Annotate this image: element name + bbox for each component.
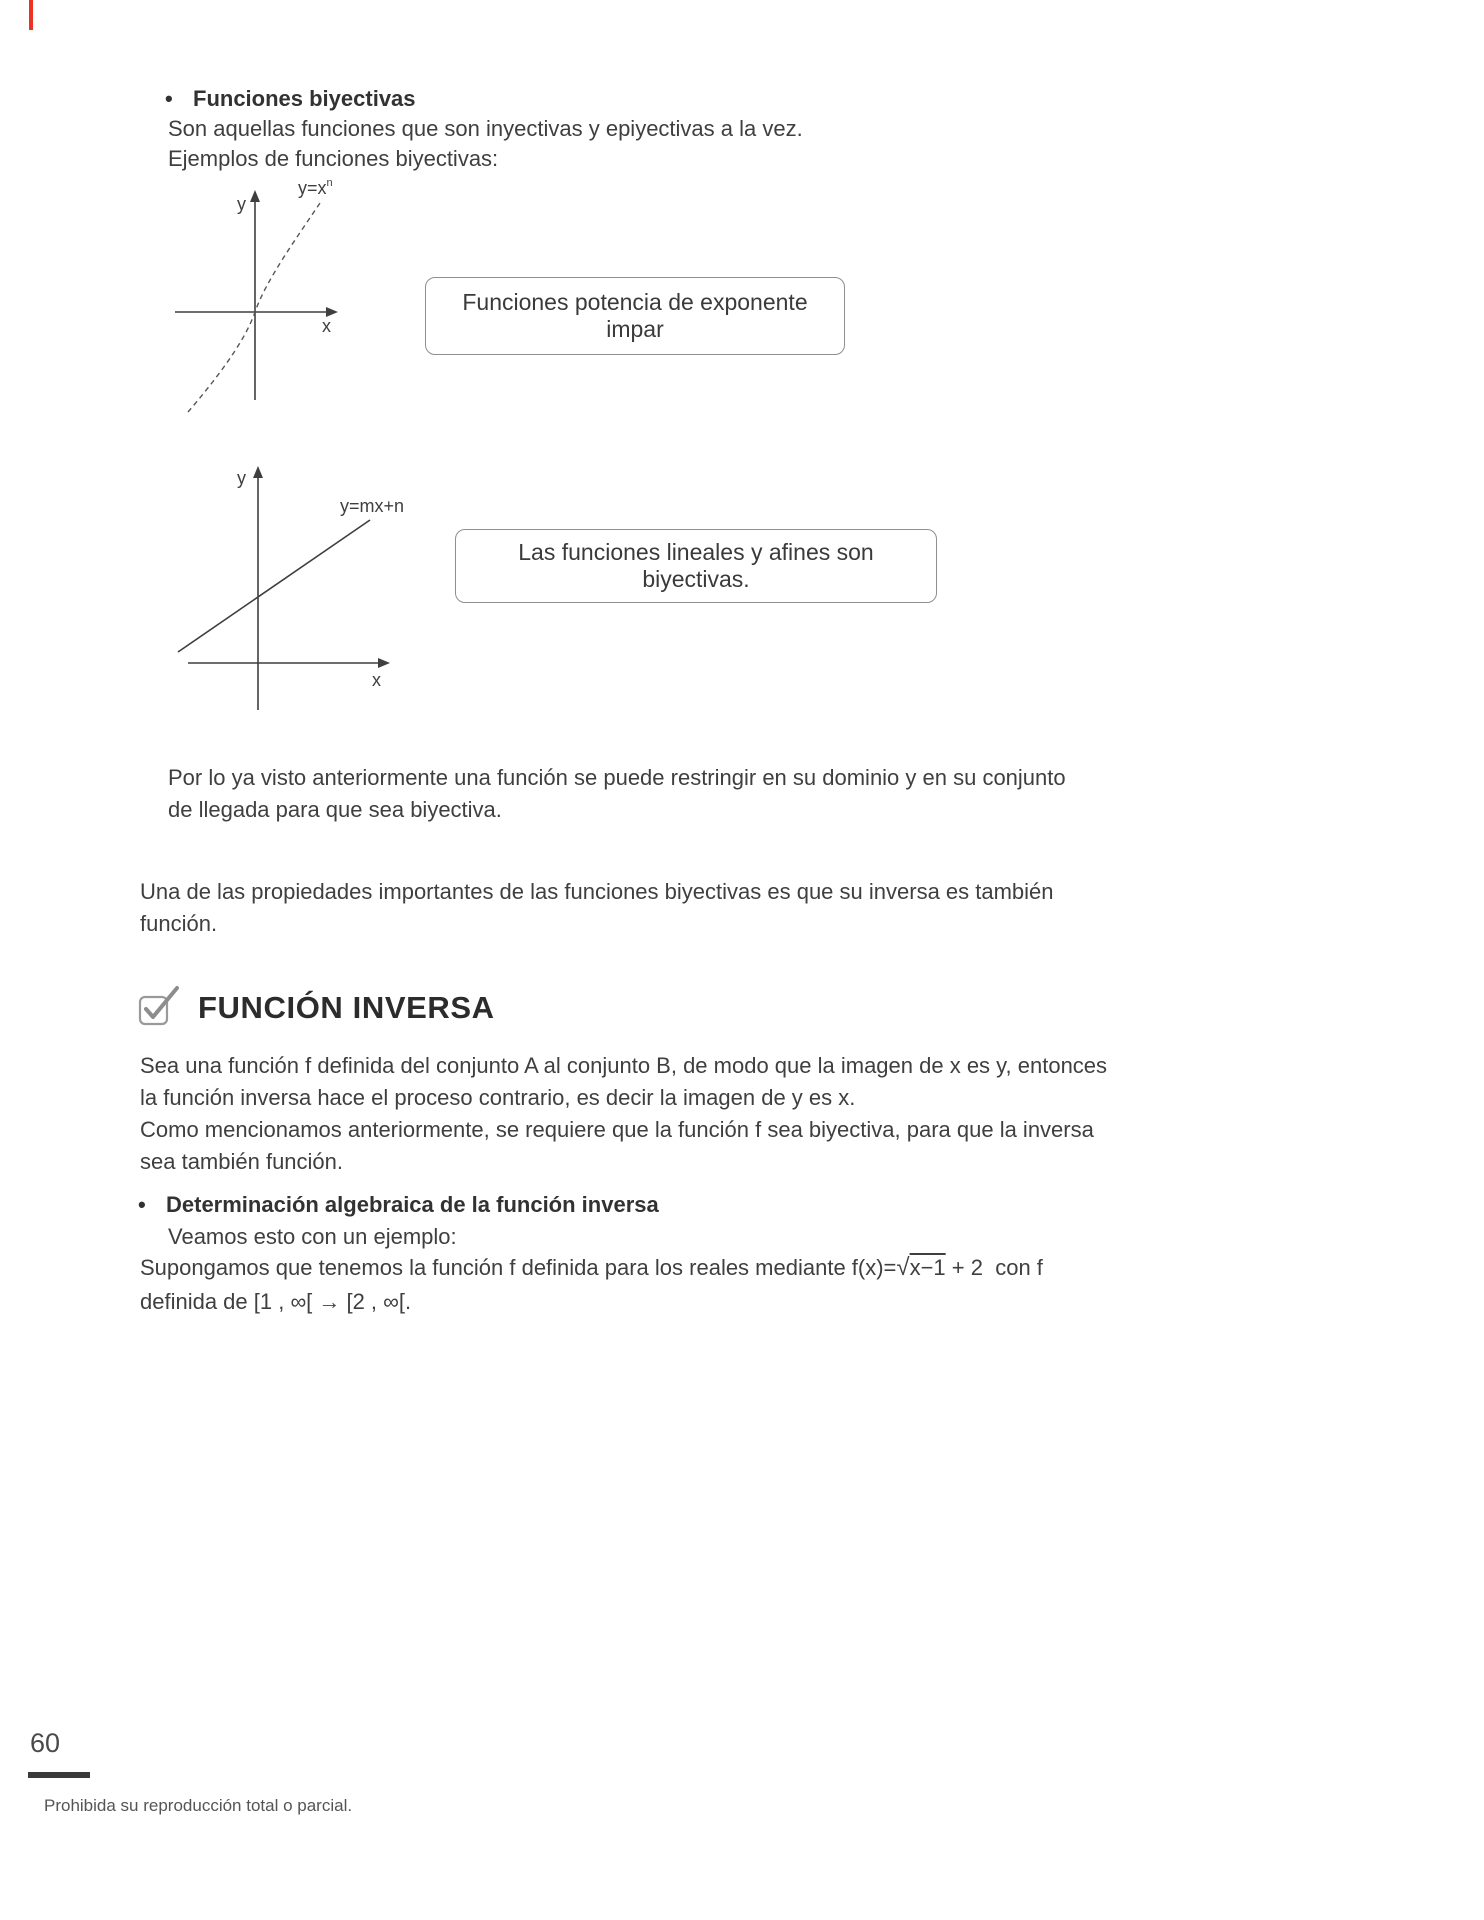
y-axis-arrow-icon bbox=[250, 190, 260, 202]
bullet-icon: • bbox=[165, 86, 173, 111]
formula-line bbox=[140, 1252, 1240, 1284]
sqrt-sign: √ bbox=[896, 1254, 910, 1281]
inverse-intro-paragraph bbox=[140, 1050, 1120, 1178]
check-icon bbox=[136, 984, 184, 1030]
power-callout: Funciones potencia de exponente impar bbox=[425, 277, 845, 355]
algebraic-bullet-row bbox=[138, 1190, 1238, 1220]
formula-post: + 2 con f bbox=[945, 1255, 1043, 1280]
x-axis-arrow-icon bbox=[378, 658, 390, 668]
linear-callout: Las funciones lineales y afines son biyectivas. bbox=[455, 529, 937, 603]
paragraph-restriction: Por lo ya visto anteriormente una función se puede restringir en su dominio y en su conjunto de llegada para que sea biyectiva. bbox=[168, 765, 1066, 822]
example-line: Veamos esto con un ejemplo: bbox=[168, 1224, 457, 1249]
formula-domain-line: definida de [1 , ∞[ → [2 , ∞[. bbox=[140, 1289, 412, 1314]
x-axis-label: x bbox=[372, 670, 381, 690]
x-axis-label: x bbox=[322, 316, 331, 336]
red-margin-mark bbox=[29, 0, 33, 30]
intro-title: Funciones biyectivas bbox=[193, 86, 416, 111]
y-axis-arrow-icon bbox=[253, 466, 263, 478]
y-axis-label: y bbox=[237, 194, 246, 214]
intro-bullet-row bbox=[165, 84, 1265, 114]
intro-line-2: Ejemplos de funciones biyectivas: bbox=[168, 146, 499, 171]
intro-line-1: Son aquellas funciones que son inyectivas y epiyectivas a la vez. bbox=[168, 116, 803, 141]
curve-equation-label: $y=x^n$ bbox=[298, 177, 333, 198]
copyright-footer: Prohibida su reproducción total o parcial. bbox=[44, 1796, 353, 1815]
y-axis-label: y bbox=[237, 468, 246, 488]
inverse-body-2: Como mencionamos anteriormente, se requiere que la función f sea biyectiva, para que la inversa sea también función. bbox=[140, 1117, 1094, 1174]
linear-function-graph bbox=[170, 458, 450, 728]
algebraic-title: Determinación algebraica de la función inversa bbox=[166, 1192, 659, 1217]
sqrt-radicand: x−1 bbox=[909, 1255, 946, 1280]
power-function-graph bbox=[160, 172, 440, 422]
page-number-rule bbox=[28, 1772, 90, 1778]
bullet-icon: • bbox=[138, 1192, 146, 1217]
inverse-body-1: Sea una función f definida del conjunto A al conjunto B, de modo que la imagen de x es y, entonces la función inversa hace el proceso contrario, es decir la imagen de y es x. bbox=[140, 1053, 1108, 1110]
page-number: 60 bbox=[30, 1728, 61, 1758]
section-heading: FUNCIÓN INVERSA bbox=[198, 990, 495, 1025]
paragraph-inverse-property: Una de las propiedades importantes de las funciones biyectivas es que su inversa es también función. bbox=[140, 879, 1054, 936]
formula-pre: Supongamos que tenemos la función f definida para los reales mediante f(x)= bbox=[140, 1255, 897, 1280]
linear-line bbox=[178, 520, 370, 652]
line-equation-label: y=mx+n bbox=[340, 496, 405, 516]
